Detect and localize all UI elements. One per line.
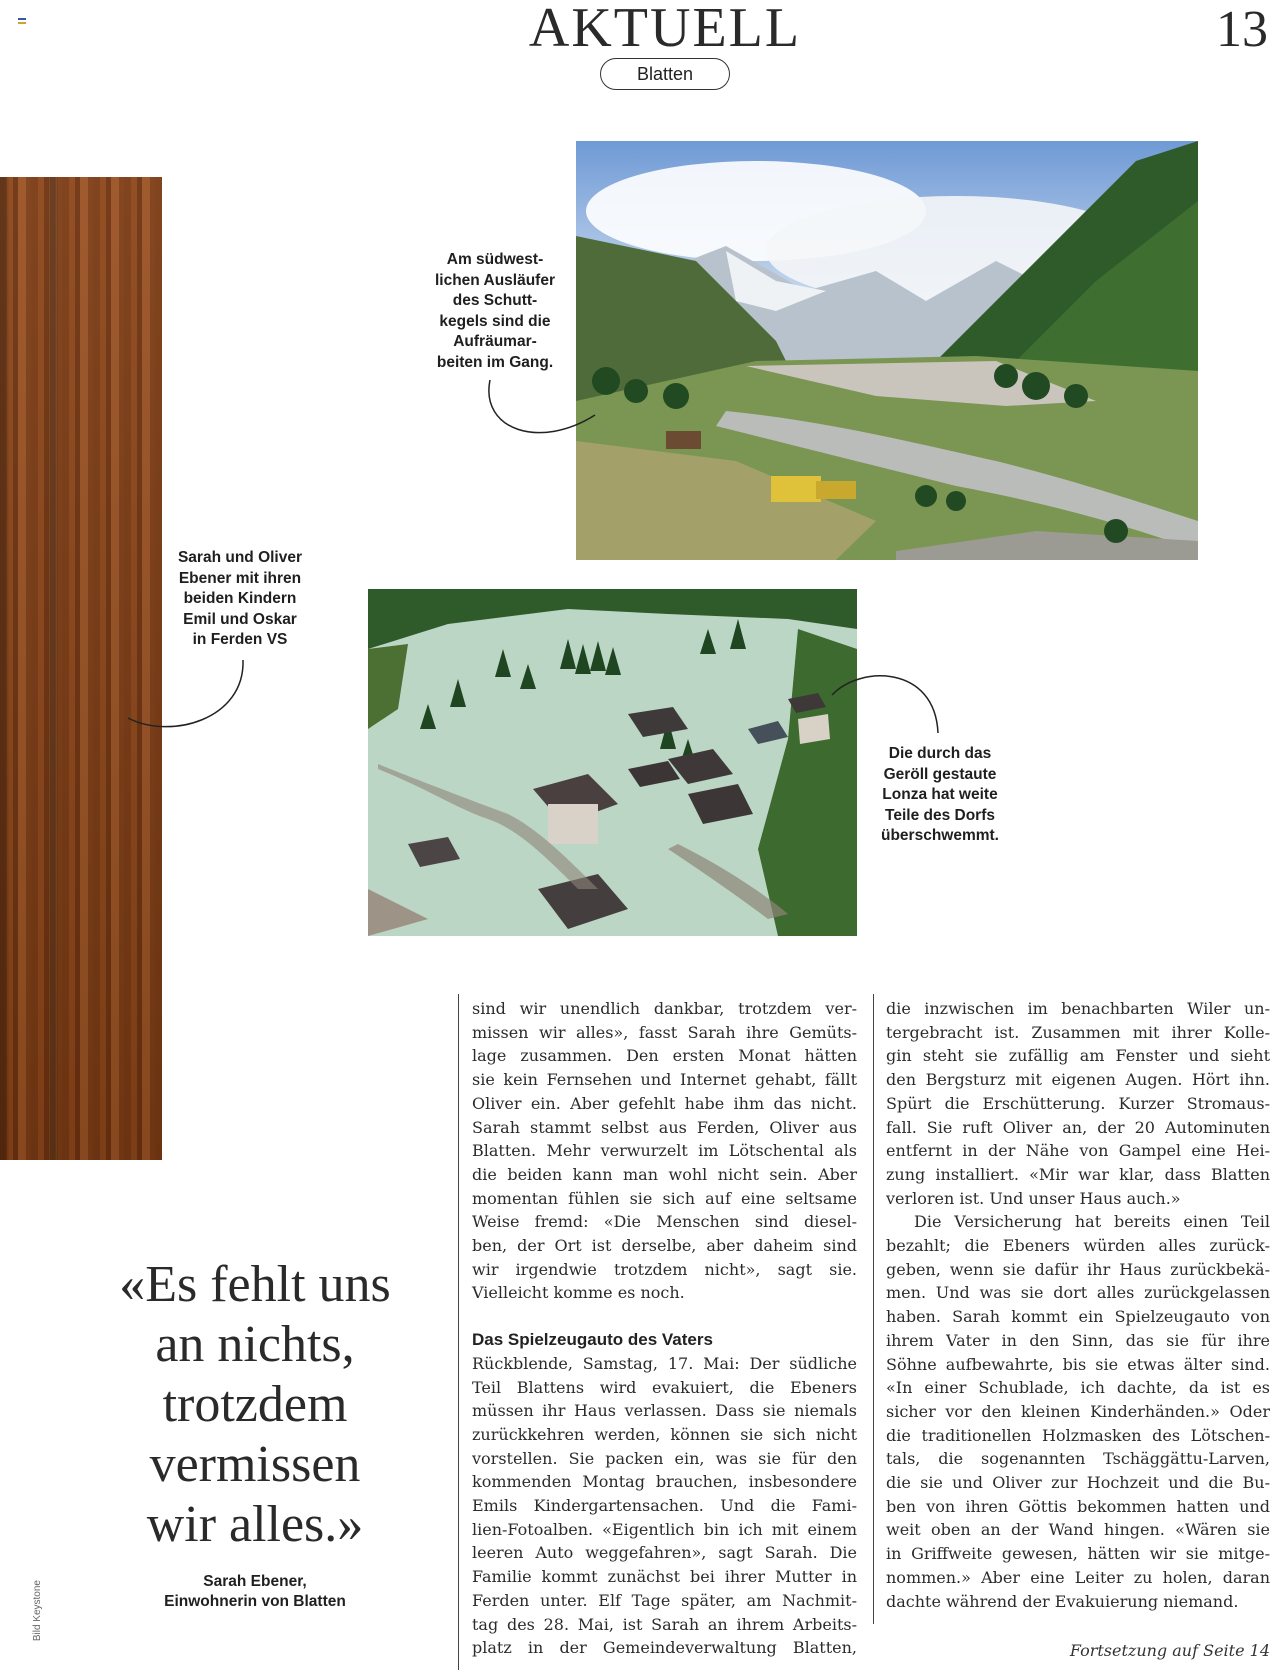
text-line: sicher vor den kleinen Kinderhänden.» Oder (886, 1401, 1270, 1421)
text-line: lage zusammen. Den ersten Monat hätten (472, 1046, 857, 1066)
text-line: bezahlt; die Ebeners würden alles zurück- (886, 1236, 1270, 1256)
section-title: AKTUELL (528, 0, 802, 59)
caption-line: Aufräumar- (453, 333, 537, 350)
text-line: lien-Fotoalben. «Eigentlich bin ich mit einem (472, 1519, 857, 1539)
article-subhead: Das Spielzeugauto des Vaters (472, 1330, 713, 1350)
text-line: nommen.» Aber eine Leiter zu holen, daran (886, 1567, 1270, 1587)
caption-line: Die durch das (888, 745, 992, 762)
text-line: ihrem Vater in den Sinn, das sie für ihre (886, 1330, 1270, 1350)
text-line: zurückkehren werden, können sie sich nicht (472, 1424, 857, 1444)
text-line: tals, die sogenannten Tschäggättu-Larven, (886, 1449, 1270, 1469)
quote-line: «Es fehlt uns (119, 1256, 391, 1313)
text-line: gin steht sie zufällig am Fenster und sieht (886, 1046, 1270, 1066)
text-line: platz in der Gemeindeverwaltung Blatten, (472, 1638, 857, 1658)
caption-line: überschwemmt. (880, 827, 999, 844)
continued-link[interactable]: Fortsetzung auf Seite 14 (1069, 1641, 1270, 1660)
text-line: geben, wenn sie dafür ihr Haus zurückbekä- (886, 1259, 1270, 1279)
text-line: momentan fühlen sie sich auf eine seltsame (472, 1188, 857, 1208)
text-line: Sarah stammt selbst aus Ferden, Oliver aus (472, 1117, 857, 1137)
text-line: ben, der Ort ist derselbe, aber daheim sind (472, 1236, 857, 1256)
text-line: Ferden unter. Elf Tage später, am Nachmit- (472, 1590, 857, 1610)
text-line: entfernt in der Nähe von Gampel eine Hei- (886, 1141, 1270, 1161)
text-line: haben. Sarah kommt ein Spielzeugauto von (886, 1307, 1270, 1327)
text-line: «In einer Schublade, ich dachte, da ist es (886, 1378, 1270, 1398)
caption-line: Sarah und Oliver (177, 549, 303, 566)
text-line: tergebracht ist. Zusammen mit ihrer Kolle- (886, 1022, 1270, 1042)
text-line: die traditionellen Holzmasken des Lötschen- (886, 1425, 1270, 1445)
text-line: Familie kommt zunächst bei ihrer Mutter in (472, 1567, 857, 1587)
text-line: Emils Kindergartensachen. Und die Fami- (472, 1496, 857, 1516)
text-line: kommenden Montag brauchen, insbesondere (472, 1472, 857, 1492)
text-line: wir irgendwie trotzdem nicht», sagt sie. (472, 1259, 857, 1279)
caption-line: beiten im Gang. (436, 353, 554, 371)
text-line: die sie und Oliver zur Hochzeit und die Bu- (886, 1473, 1270, 1493)
text-line: Weise fremd: «Die Menschen sind diesel- (472, 1212, 857, 1232)
text-line: Spürt die Erschütterung. Kurzer Stromaus- (886, 1093, 1270, 1113)
valley-leader-line (489, 380, 595, 433)
caption-line: lichen Ausläufer (434, 271, 555, 289)
text-line: Vielleicht komme es noch. (472, 1283, 685, 1303)
photo-credit: Bild Keystone (32, 1580, 43, 1642)
text-line: zung installiert. «Mir war klar, dass Blatten (886, 1164, 1270, 1184)
text-line: tag des 28. Mai, ist Sarah an ihrem Arbeits- (472, 1614, 857, 1634)
text-line: Blatten. Mehr verwurzelt im Lötschental als (472, 1141, 857, 1161)
article-column-1 (472, 997, 857, 1660)
text-line: vorstellen. Sie packen ein, was sie für den (472, 1448, 857, 1468)
text-line: den Bergsturz mit eigenen Augen. Hört ihn. (886, 1070, 1270, 1090)
caption-line: Lonza hat weite (882, 786, 998, 803)
page-number: 13 (1216, 1, 1268, 58)
text-line: verloren ist. Und unser Haus auch.» (886, 1188, 1181, 1208)
caption-line: Geröll gestaute (883, 765, 997, 783)
column-rule (873, 994, 874, 1624)
text-line: men. Und was sie dort alles zurückgelassen (886, 1283, 1270, 1303)
caption-line: kegels sind die (439, 312, 551, 330)
text-line: Rückblende, Samstag, 17. Mai: Der südliche (472, 1353, 857, 1373)
text-line: Teil Blattens wird evakuiert, die Ebeners (472, 1377, 857, 1397)
topic-tag: Blatten (600, 58, 730, 90)
family-leader-line (128, 660, 243, 727)
caption-line: in Ferden VS (192, 631, 288, 648)
caption-line: Teile des Dorfs (885, 806, 995, 824)
quote-line: vermissen (149, 1436, 361, 1493)
text-line: fall. Sie ruft Oliver an, der 20 Autominuten (886, 1117, 1270, 1137)
text-line: sie kein Fernsehen und Internet gehabt, fällt (472, 1070, 857, 1090)
text-line: weit oben an der Wand hingen. «Wären sie (886, 1520, 1270, 1540)
text-line: in Griffweite gewesen, hätten wir sie mitge- (886, 1544, 1270, 1564)
caption-line: Ebener mit ihren (178, 569, 302, 587)
quote-line: wir alles.» (146, 1496, 364, 1553)
text-line: die beiden kann man wohl nicht sein. Aber (472, 1164, 857, 1184)
text-line: leeren Auto weggefahren», sagt Sarah. Die (472, 1543, 857, 1563)
caption-line: des Schutt- (452, 292, 538, 309)
text-line: sind wir unendlich dankbar, trotzdem ver- (472, 999, 857, 1018)
caption-line: Am südwest- (446, 251, 544, 268)
text-line: Oliver ein. Aber gefehlt habe ihm das nicht. (472, 1093, 857, 1113)
text-line: Die Versicherung hat bereits einen Teil (914, 1212, 1270, 1232)
text-line: die inzwischen im benachbarten Wiler un- (886, 999, 1270, 1018)
text-line: ben von ihren Göttis bekommen hatten und (886, 1496, 1270, 1516)
caption-line: beiden Kindern (183, 590, 297, 607)
text-line: missen wir alles», fasst Sarah ihre Gemüts- (472, 1022, 857, 1042)
quote-line: an nichts, (155, 1316, 355, 1373)
article-column-2 (886, 997, 1270, 1613)
column-rule (458, 994, 459, 1670)
pull-quote (95, 1255, 415, 1555)
caption-line: Emil und Oskar (183, 610, 297, 628)
paragraph-gap (472, 1305, 857, 1328)
author-name: Sarah Ebener, (203, 1573, 307, 1590)
text-line: müssen ihr Haus verlassen. Dass sie niemals (472, 1401, 857, 1421)
quote-line: trotzdem (162, 1376, 348, 1433)
quote-author (120, 1572, 390, 1612)
author-role: Einwohnerin von Blatten (164, 1593, 346, 1610)
text-line: dachte während der Evakuierung niemand. (886, 1591, 1239, 1611)
flood-leader-line (832, 676, 938, 733)
text-line: Söhne aufbewahrte, bis sie etwas älter sind. (886, 1354, 1270, 1374)
